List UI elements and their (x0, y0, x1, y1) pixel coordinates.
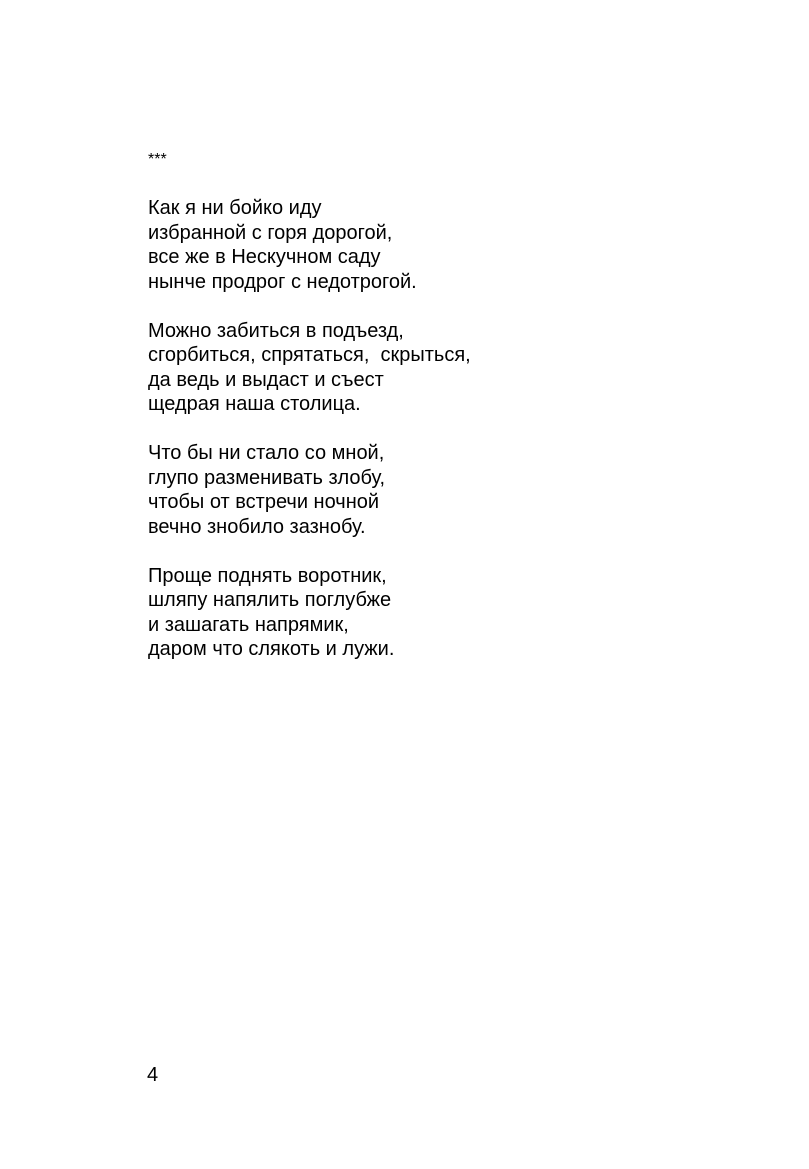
poem-line: нынче продрог с недотрогой. (148, 270, 417, 293)
poem-line: Можно забиться в подъезд, (148, 319, 404, 342)
poem-line: да ведь и выдаст и съест (148, 368, 384, 391)
poem-line: Что бы ни стало со мной, (148, 442, 385, 464)
poem-line: глупо разменивать злобу, (148, 466, 386, 489)
poem-line: Проще поднять воротник, (148, 564, 387, 587)
poem-line: щедрая наша столица. (148, 393, 361, 415)
page-number: 4 (147, 1064, 159, 1086)
stanza (148, 319, 748, 417)
poem-line: вечно знобило зазнобу. (148, 515, 366, 538)
stanza (148, 564, 748, 662)
section-separator: *** (148, 151, 167, 168)
poem-line: сгорбиться, спрятаться, скрыться, (148, 344, 471, 366)
poem-line: и зашагать напрямик, (148, 613, 349, 636)
stanza (148, 196, 748, 294)
poem-line: даром что слякоть и лужи. (148, 638, 395, 660)
poem-line: шляпу напялить поглубже (148, 589, 392, 611)
poem-line: чтобы от встречи ночной (148, 491, 380, 513)
poem-line: избранной с горя дорогой, (148, 221, 393, 244)
stanza (148, 441, 748, 539)
poem-body (148, 196, 748, 686)
poem-line: Как я ни бойко иду (148, 197, 322, 219)
poem-line: все же в Нескучном саду (148, 246, 381, 268)
